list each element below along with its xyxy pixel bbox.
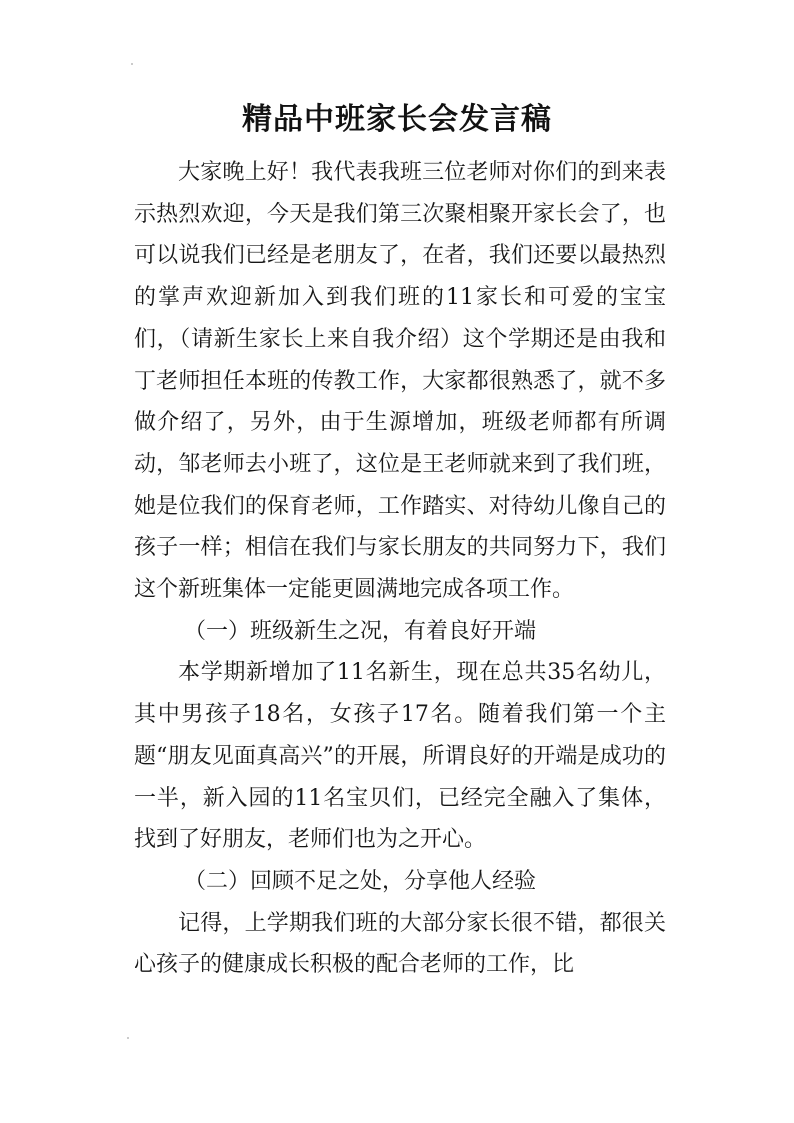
scan-speck [127, 1037, 129, 1039]
paragraph-new-students: 本学期新增加了11名新生，现在总共35名幼儿，其中男孩子18名，女孩子17名。随着我们第一个主题“朋友见面真高兴”的开展，所谓良好的开端是成功的一半，新入园的11名宝贝们，已经完全融入了集体，找到了好朋友，老师们也为之开心。 [134, 660, 666, 853]
document-title: 精品中班家长会发言稿 [242, 102, 552, 137]
section-heading-1: （一）班级新生之况，有着良好开端 [184, 618, 537, 644]
paragraph-welcome: 大家晚上好！我代表我班三位老师对你们的到来表示热烈欢迎，今天是我们第三次聚相聚开家长会了，也可以说我们已经是老朋友了，在者，我们还要以最热烈的掌声欢迎新加入到我们班的11家长和可爱的宝宝们，（请新生家长上来自我介绍）这个学期还是由我和丁老师担任本班的传教工作，大家都很熟悉了，就不多做介绍了，另外，由于生源增加，班级老师都有所调动，邹老师去小班了，这位是王老师就来到了我们班，她是位我们的保育老师，工作踏实、对待幼儿像自己的孩子一样；相信在我们与家长朋友的共同努力下，我们这个新班集体一定能更圆满地完成各项工作。 [134, 160, 666, 603]
section-heading-2: （二）回顾不足之处，分享他人经验 [184, 868, 537, 894]
document-body [134, 152, 666, 986]
paragraph-review: 记得，上学期我们班的大部分家长很不错，都很关心孩子的健康成长积极的配合老师的工作，比 [134, 910, 666, 978]
scan-speck [131, 63, 133, 65]
